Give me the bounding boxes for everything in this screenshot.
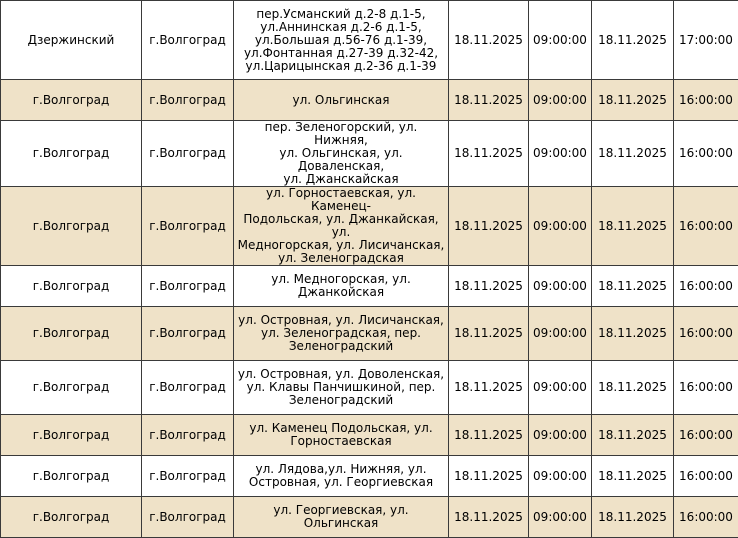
start-time-cell: 09:00:00 [529, 307, 592, 361]
start-time-cell: 09:00:00 [529, 456, 592, 497]
district-cell: г.Волгоград [1, 187, 142, 266]
end-date-cell: 18.11.2025 [592, 121, 674, 187]
end-date-cell: 18.11.2025 [592, 361, 674, 415]
start-time-cell: 09:00:00 [529, 121, 592, 187]
table-row [1, 187, 738, 266]
end-date-cell: 18.11.2025 [592, 456, 674, 497]
end-time-cell: 16:00:00 [674, 497, 738, 538]
table-row [1, 307, 738, 361]
district-cell: г.Волгоград [1, 456, 142, 497]
end-date-cell: 18.11.2025 [592, 415, 674, 456]
streets-cell: ул. Каменец Подольская, ул. Горностаевская [234, 415, 449, 456]
start-time-cell: 09:00:00 [529, 361, 592, 415]
end-date-cell: 18.11.2025 [592, 497, 674, 538]
end-time-cell: 16:00:00 [674, 187, 738, 266]
end-time-cell: 17:00:00 [674, 1, 738, 80]
district-cell: г.Волгоград [1, 266, 142, 307]
end-date-cell: 18.11.2025 [592, 307, 674, 361]
district-cell: г.Волгоград [1, 307, 142, 361]
table-row [1, 497, 738, 538]
city-cell: г.Волгоград [142, 1, 234, 80]
start-time-cell: 09:00:00 [529, 266, 592, 307]
start-date-cell: 18.11.2025 [449, 497, 529, 538]
district-cell: г.Волгоград [1, 361, 142, 415]
end-time-cell: 16:00:00 [674, 266, 738, 307]
start-time-cell: 09:00:00 [529, 80, 592, 121]
streets-cell: ул. Островная, ул. Доволенская, ул. Клавы Панчишкиной, пер. Зеленоградский [234, 361, 449, 415]
end-date-cell: 18.11.2025 [592, 1, 674, 80]
start-time-cell: 09:00:00 [529, 497, 592, 538]
end-time-cell: 16:00:00 [674, 456, 738, 497]
end-date-cell: 18.11.2025 [592, 80, 674, 121]
table-row [1, 456, 738, 497]
city-cell: г.Волгоград [142, 121, 234, 187]
start-date-cell: 18.11.2025 [449, 361, 529, 415]
end-time-cell: 16:00:00 [674, 307, 738, 361]
streets-cell: ул. Георгиевская, ул. Ольгинская [234, 497, 449, 538]
start-date-cell: 18.11.2025 [449, 1, 529, 80]
table-row [1, 121, 738, 187]
city-cell: г.Волгоград [142, 415, 234, 456]
streets-cell: пер.Усманский д.2-8 д.1-5, ул.Аннинская д.2-6 д.1-5, ул.Большая д.56-76 д.1-39, ул.Фонтанная д.27-39 д.32-42, ул.Царицынская д.2-36 д.1-39 [234, 1, 449, 80]
streets-cell: ул. Островная, ул. Лисичанская, ул. Зеленоградская, пер. Зеленоградский [234, 307, 449, 361]
table-row [1, 415, 738, 456]
city-cell: г.Волгоград [142, 497, 234, 538]
city-cell: г.Волгоград [142, 80, 234, 121]
table-row [1, 361, 738, 415]
district-cell: г.Волгоград [1, 121, 142, 187]
city-cell: г.Волгоград [142, 307, 234, 361]
city-cell: г.Волгоград [142, 266, 234, 307]
start-date-cell: 18.11.2025 [449, 266, 529, 307]
end-time-cell: 16:00:00 [674, 121, 738, 187]
streets-cell: ул. Ольгинская [234, 80, 449, 121]
start-time-cell: 09:00:00 [529, 1, 592, 80]
district-cell: г.Волгоград [1, 497, 142, 538]
end-date-cell: 18.11.2025 [592, 266, 674, 307]
start-date-cell: 18.11.2025 [449, 187, 529, 266]
start-date-cell: 18.11.2025 [449, 80, 529, 121]
start-date-cell: 18.11.2025 [449, 307, 529, 361]
streets-cell: пер. Зеленогорский, ул. Нижняя, ул. Ольгинская, ул. Доваленская, ул. Джанскайская [234, 121, 449, 187]
start-date-cell: 18.11.2025 [449, 456, 529, 497]
end-date-cell: 18.11.2025 [592, 187, 674, 266]
district-cell: г.Волгоград [1, 415, 142, 456]
city-cell: г.Волгоград [142, 456, 234, 497]
streets-cell: ул. Лядова,ул. Нижняя, ул. Островная, ул. Георгиевская [234, 456, 449, 497]
start-time-cell: 09:00:00 [529, 415, 592, 456]
streets-cell: ул. Медногорская, ул. Джанкойская [234, 266, 449, 307]
end-time-cell: 16:00:00 [674, 80, 738, 121]
city-cell: г.Волгоград [142, 361, 234, 415]
streets-cell: ул. Горностаевская, ул. Каменец- Подольская, ул. Джанкайская, ул. Медногорская, ул. Лисичанская, ул. Зеленоградская [234, 187, 449, 266]
district-cell: г.Волгоград [1, 80, 142, 121]
district-cell: Дзержинский [1, 1, 142, 80]
end-time-cell: 16:00:00 [674, 361, 738, 415]
table-row [1, 80, 738, 121]
start-date-cell: 18.11.2025 [449, 415, 529, 456]
table-row [1, 266, 738, 307]
start-time-cell: 09:00:00 [529, 187, 592, 266]
table-row [1, 1, 738, 80]
end-time-cell: 16:00:00 [674, 415, 738, 456]
city-cell: г.Волгоград [142, 187, 234, 266]
start-date-cell: 18.11.2025 [449, 121, 529, 187]
